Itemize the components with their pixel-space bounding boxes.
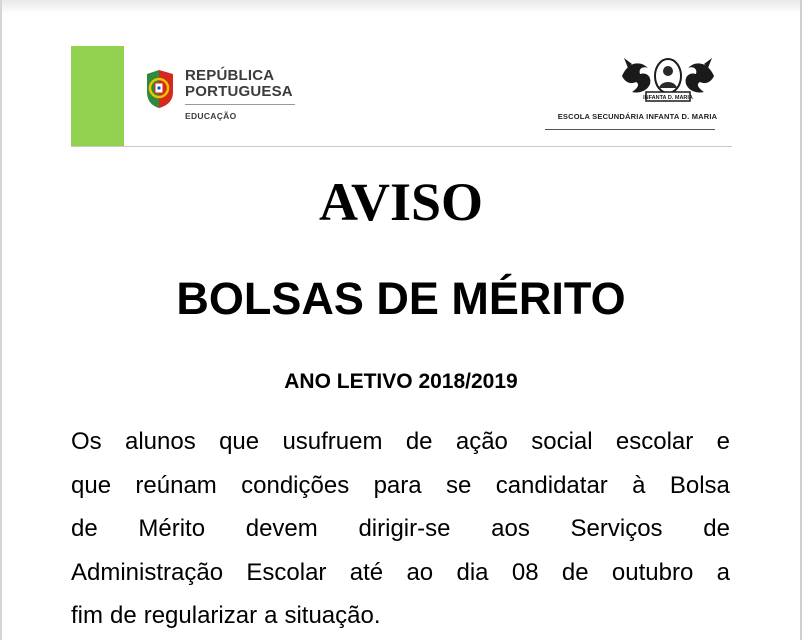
portuguese-republic-emblem-icon	[145, 68, 175, 110]
notice-body-word: situação.	[284, 602, 381, 629]
notice-subtitle: BOLSAS DE MÉRITO	[176, 273, 626, 324]
notice-body-word: de	[703, 515, 730, 542]
notice-body-word: regularizar	[143, 602, 258, 629]
republic-name-line2: PORTUGUESA	[185, 83, 293, 100]
notice-body-word: 08	[511, 558, 539, 586]
notice-body-word: a	[716, 558, 730, 586]
notice-body-word: de	[405, 428, 433, 455]
notice-body-word: Serviços	[570, 515, 663, 542]
notice-body-line	[71, 507, 730, 551]
notice-body-word: alunos	[125, 428, 196, 455]
notice-body-word: reúnam	[135, 471, 217, 499]
header-green-bar	[71, 46, 124, 146]
notice-body-line	[71, 420, 730, 464]
notice-body-line	[71, 551, 730, 595]
notice-body-word: e	[716, 428, 730, 455]
notice-body-word: dirigir-se	[358, 515, 451, 542]
header-rule	[71, 146, 732, 147]
republic-name-line1: REPÚBLICA	[185, 67, 275, 84]
republic-name	[185, 68, 293, 100]
notice-body-word: à	[632, 471, 646, 499]
notice-body-word: se	[445, 471, 472, 499]
school-year: ANO LETIVO 2018/2019	[284, 370, 518, 393]
notice-body-word: que	[219, 428, 260, 455]
notice-body-word: Escolar	[246, 558, 327, 586]
republic-rule	[185, 104, 295, 105]
notice-body-word: de	[110, 602, 137, 629]
notice-body-word: usufruem	[282, 428, 383, 455]
school-name: ESCOLA SECUNDÁRIA INFANTA D. MARIA	[557, 112, 718, 121]
notice-body-word: que	[71, 471, 112, 499]
crest-caption: INFANTA D. MARIA	[643, 95, 693, 101]
notice-body-word: social	[531, 428, 593, 455]
school-rule	[545, 129, 715, 130]
page-top-shadow	[0, 0, 802, 14]
notice-body-word: de	[561, 558, 589, 586]
notice-body	[71, 420, 730, 638]
notice-body-word: condições	[241, 471, 350, 499]
notice-body-word: Administração	[71, 558, 224, 586]
notice-body-word: ação	[455, 428, 508, 455]
notice-body-line	[71, 594, 730, 638]
notice-body-word: outubro	[611, 558, 694, 586]
notice-body-word: ao	[406, 558, 434, 586]
notice-body-word: a	[264, 602, 278, 629]
notice-body-word: aos	[491, 515, 530, 542]
notice-body-word: até	[349, 558, 384, 586]
notice-body-word: de	[71, 515, 98, 542]
notice-body-word: para	[373, 471, 422, 499]
notice-body-word: Mérito	[138, 515, 206, 542]
notice-body-word: escolar	[615, 428, 694, 455]
notice-title: AVISO	[318, 172, 484, 232]
notice-body-word: devem	[245, 515, 318, 542]
document-header	[71, 46, 732, 147]
notice-body-line	[71, 464, 730, 508]
ministry-name: EDUCAÇÃO	[185, 111, 237, 121]
notice-body-word: dia	[456, 558, 489, 586]
school-crest-icon	[618, 54, 718, 106]
notice-body-word: candidatar	[495, 471, 608, 499]
notice-body-word: fim	[71, 602, 103, 629]
notice-body-word: Os	[71, 428, 102, 455]
notice-body-word: Bolsa	[669, 471, 730, 499]
